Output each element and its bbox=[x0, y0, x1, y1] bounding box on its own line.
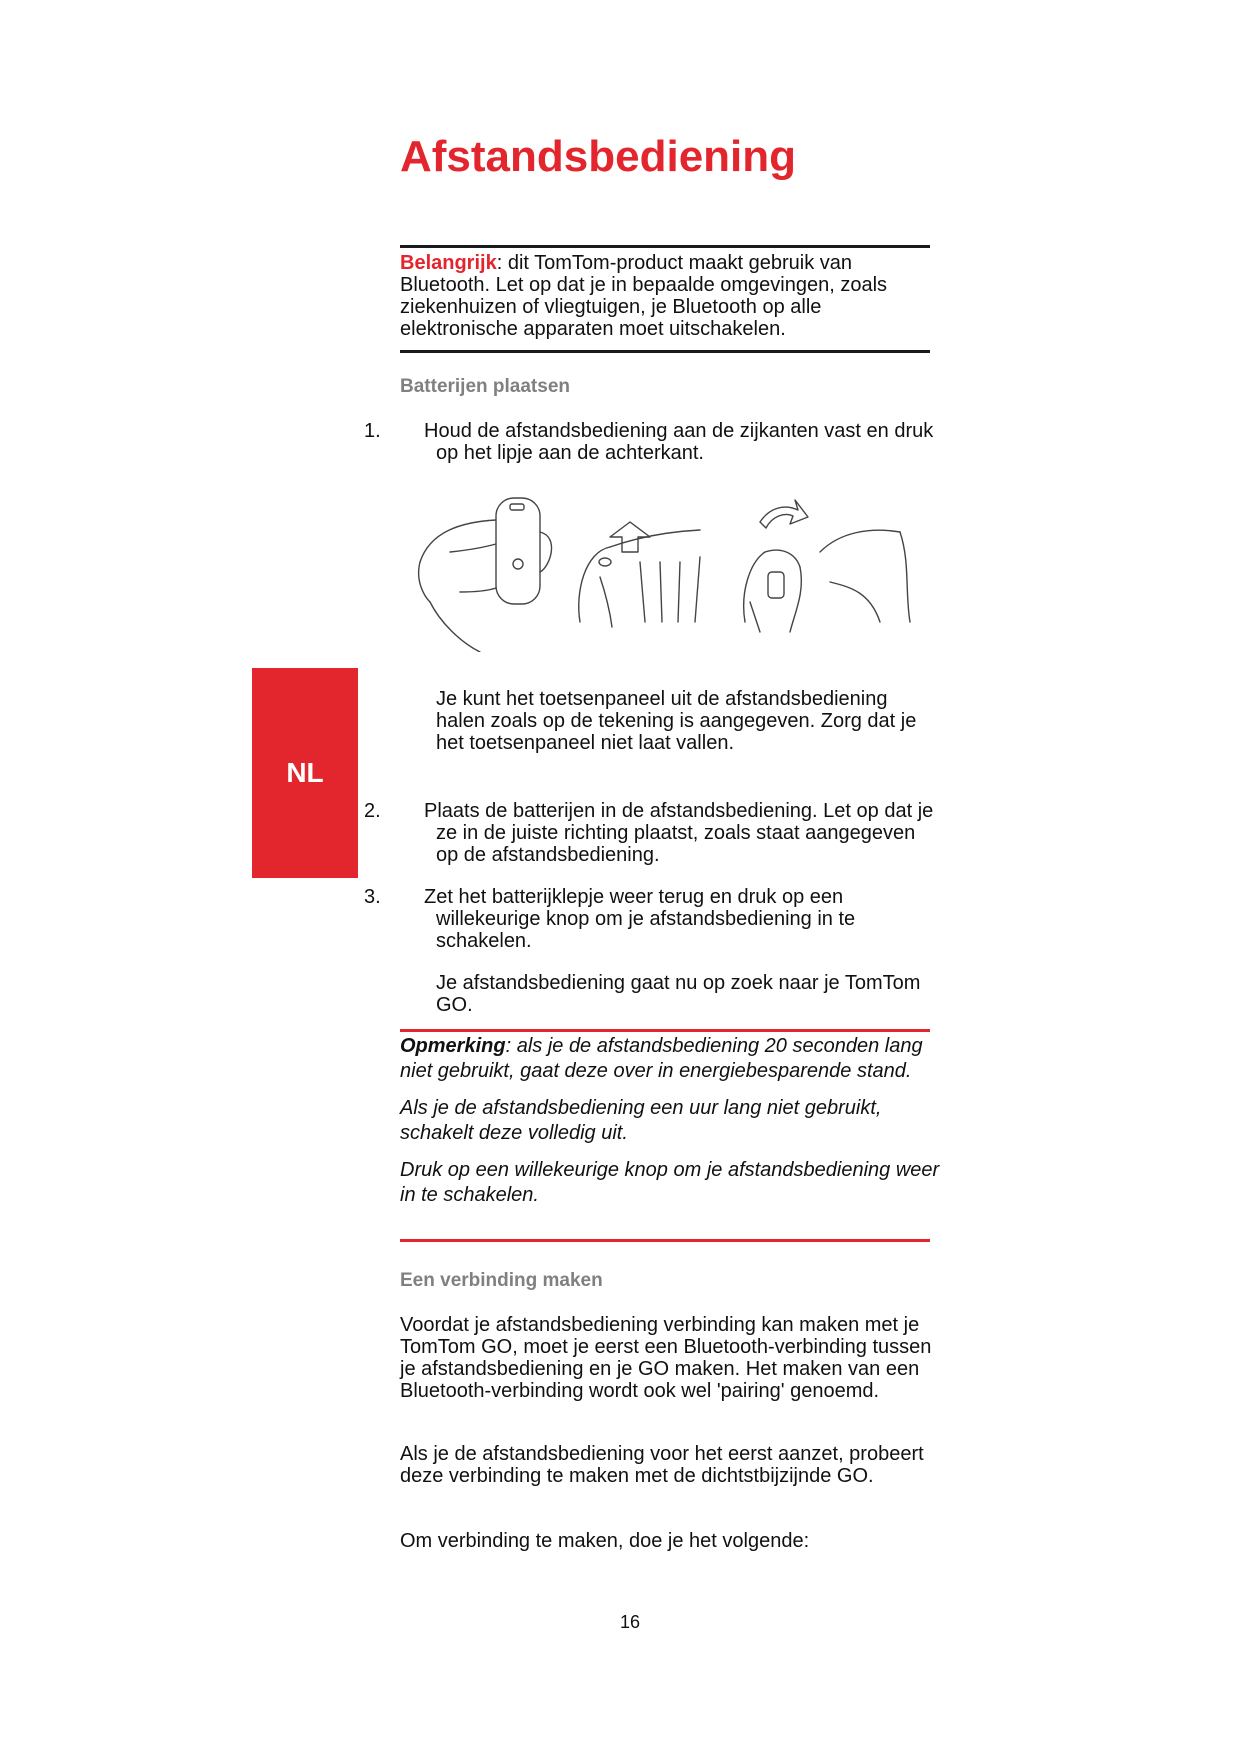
step-3-text: Zet het batterijklepje weer terug en druk op een willekeurige knop om je afstandsbediening in te schakelen. bbox=[424, 886, 856, 952]
connection-paragraph-1: Voordat je afstandsbediening verbinding kan maken met je TomTom GO, moet je eerst een Bluetooth-verbinding tussen je afstandsbediening en je GO maken. Het maken van een Bluetooth-verbinding wordt ook wel 'pairing' genoemd. bbox=[400, 1314, 932, 1402]
step-2-number: 2. bbox=[364, 800, 381, 822]
note-divider-bottom bbox=[400, 1239, 930, 1242]
note-label: Opmerking bbox=[400, 1035, 506, 1057]
step-3-number: 3. bbox=[364, 886, 381, 908]
hand-holding-remote-illustration bbox=[419, 498, 552, 652]
step-1-number: 1. bbox=[364, 420, 381, 442]
language-tab: NL bbox=[252, 668, 358, 878]
connection-paragraph-2: Als je de afstandsbediening voor het eerst aanzet, probeert deze verbinding te maken met de dichtstbijzijnde GO. bbox=[400, 1443, 924, 1487]
page-number: 16 bbox=[619, 1612, 641, 1632]
step-3-followup: Je afstandsbediening gaat nu op zoek naar je TomTom GO. bbox=[436, 972, 921, 1016]
step-1-followup-block bbox=[400, 688, 940, 754]
important-notice bbox=[400, 252, 940, 340]
section-heading-connection: Een verbinding maken bbox=[400, 1270, 603, 1291]
divider-top bbox=[400, 245, 930, 248]
section-heading-batteries: Batterijen plaatsen bbox=[400, 376, 570, 397]
step-3-followup-block bbox=[400, 972, 940, 1016]
divider-bottom bbox=[400, 350, 930, 353]
note-text-1: : als je de afstandsbediening 20 seconden lang niet gebruikt, gaat deze over in energiebesparende stand. bbox=[400, 1035, 923, 1082]
step-3 bbox=[364, 886, 940, 952]
note-divider-top bbox=[400, 1029, 930, 1032]
step-2 bbox=[364, 800, 940, 866]
note-text-2: Als je de afstandsbediening een uur lang niet gebruikt, schakelt deze volledig uit. bbox=[400, 1097, 882, 1144]
important-text: : dit TomTom-product maakt gebruik van Bluetooth. Let op dat je in bepaalde omgevingen, zoals ziekenhuizen of vliegtuigen, je Bluetooth op alle elektronische apparaten moet uitschakelen. bbox=[400, 252, 888, 340]
connection-paragraph-3: Om verbinding te maken, doe je het volgende: bbox=[400, 1530, 810, 1552]
remove-panel-illustration bbox=[744, 500, 910, 632]
step-2-text: Plaats de batterijen in de afstandsbediening. Let op dat je ze in de juiste richting plaatst, zoals staat aangegeven op de afstandsbediening. bbox=[424, 800, 934, 866]
note-text-3: Druk op een willekeurige knop om je afstandsbediening weer in te schakelen. bbox=[400, 1159, 940, 1206]
note-block bbox=[400, 1034, 940, 1220]
step-1-followup: Je kunt het toetsenpaneel uit de afstandsbediening halen zoals op de tekening is aangegeven. Zorg dat je het toetsenpaneel niet laat vallen. bbox=[436, 688, 917, 754]
step-1-text: Houd de afstandsbediening aan de zijkanten vast en druk op het lipje aan de achterkant. bbox=[424, 420, 934, 464]
page-title: Afstandsbediening bbox=[400, 132, 797, 181]
step-1 bbox=[364, 420, 940, 464]
battery-illustration bbox=[400, 492, 930, 652]
important-label: Belangrijk bbox=[400, 252, 497, 274]
press-tab-illustration bbox=[579, 522, 700, 627]
